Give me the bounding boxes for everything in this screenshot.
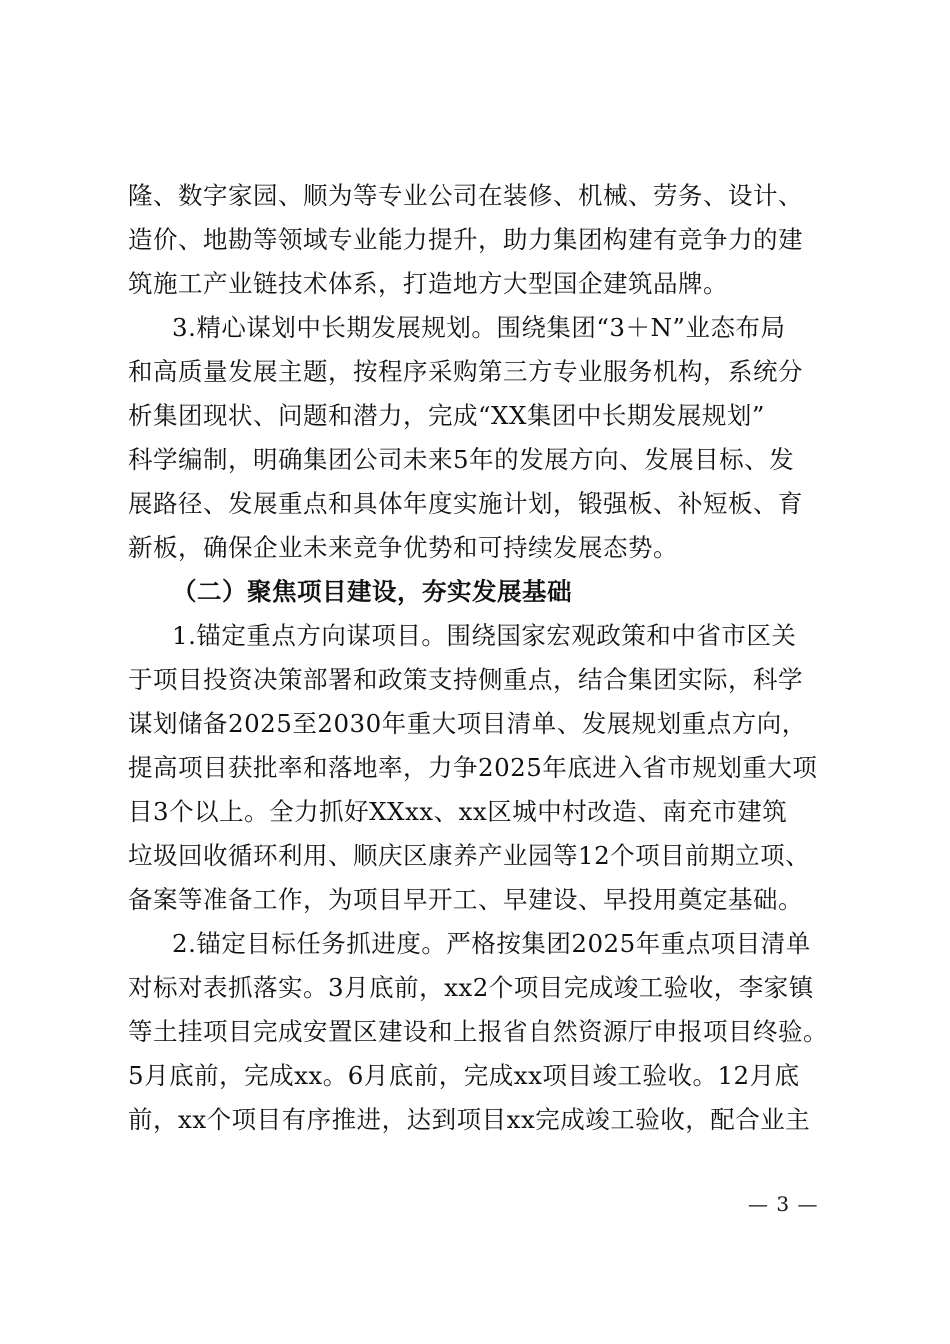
text-line: 展路径、发展重点和具体年度实施计划，锻强板、补短板、育	[128, 489, 803, 518]
text-line: 提高项目获批率和落地率，力争2025年底进入省市规划重大项	[128, 753, 818, 782]
text-line: 隆、数字家园、顺为等专业公司在装修、机械、劳务、设计、	[128, 181, 803, 210]
text-line: 于项目投资决策部署和政策支持侧重点，结合集团实际，科学	[128, 665, 803, 694]
text-line: 筑施工产业链技术体系，打造地方大型国企建筑品牌。	[128, 269, 728, 298]
text-line: 科学编制，明确集团公司未来5年的发展方向、发展目标、发	[128, 445, 795, 474]
section-heading: （二）聚焦项目建设，夯实发展基础	[172, 577, 572, 606]
text-line: 等土挂项目完成安置区建设和上报省自然资源厅申报项目终验。	[128, 1017, 828, 1046]
text-line: 5月底前，完成xx。6月底前，完成xx项目竣工验收。12月底	[128, 1061, 800, 1090]
text-line: 前，xx个项目有序推进，达到项目xx完成竣工验收，配合业主	[128, 1105, 811, 1134]
paragraph-heading-line: 1.锚定重点方向谋项目。围绕国家宏观政策和中省市区关	[172, 621, 797, 650]
text-line: 谋划储备2025至2030年重大项目清单、发展规划重点方向，	[128, 709, 807, 738]
text-line: 目3个以上。全力抓好XXxx、xx区城中村改造、南充市建筑	[128, 797, 788, 826]
page-number: — 3 —	[748, 1192, 819, 1216]
text-line: 新板，确保企业未来竞争优势和可持续发展态势。	[128, 533, 678, 562]
paragraph-heading-line: 2.锚定目标任务抓进度。严格按集团2025年重点项目清单	[172, 929, 811, 958]
text-line: 造价、地勘等领域专业能力提升，助力集团构建有竞争力的建	[128, 225, 803, 254]
text-line: 垃圾回收循环利用、顺庆区康养产业园等12个项目前期立项、	[128, 841, 811, 870]
text-line: 对标对表抓落实。3月底前，xx2个项目完成竣工验收，李家镇	[128, 973, 814, 1002]
text-line: 和高质量发展主题，按程序采购第三方专业服务机构，系统分	[128, 357, 803, 386]
body-text	[128, 174, 838, 1142]
paragraph-heading-line: 3.精心谋划中长期发展规划。围绕集团“3＋N”业态布局	[172, 313, 786, 342]
text-line: 析集团现状、问题和潜力，完成“XX集团中长期发展规划”	[128, 401, 765, 430]
text-line: 备案等准备工作，为项目早开工、早建设、早投用奠定基础。	[128, 885, 803, 914]
